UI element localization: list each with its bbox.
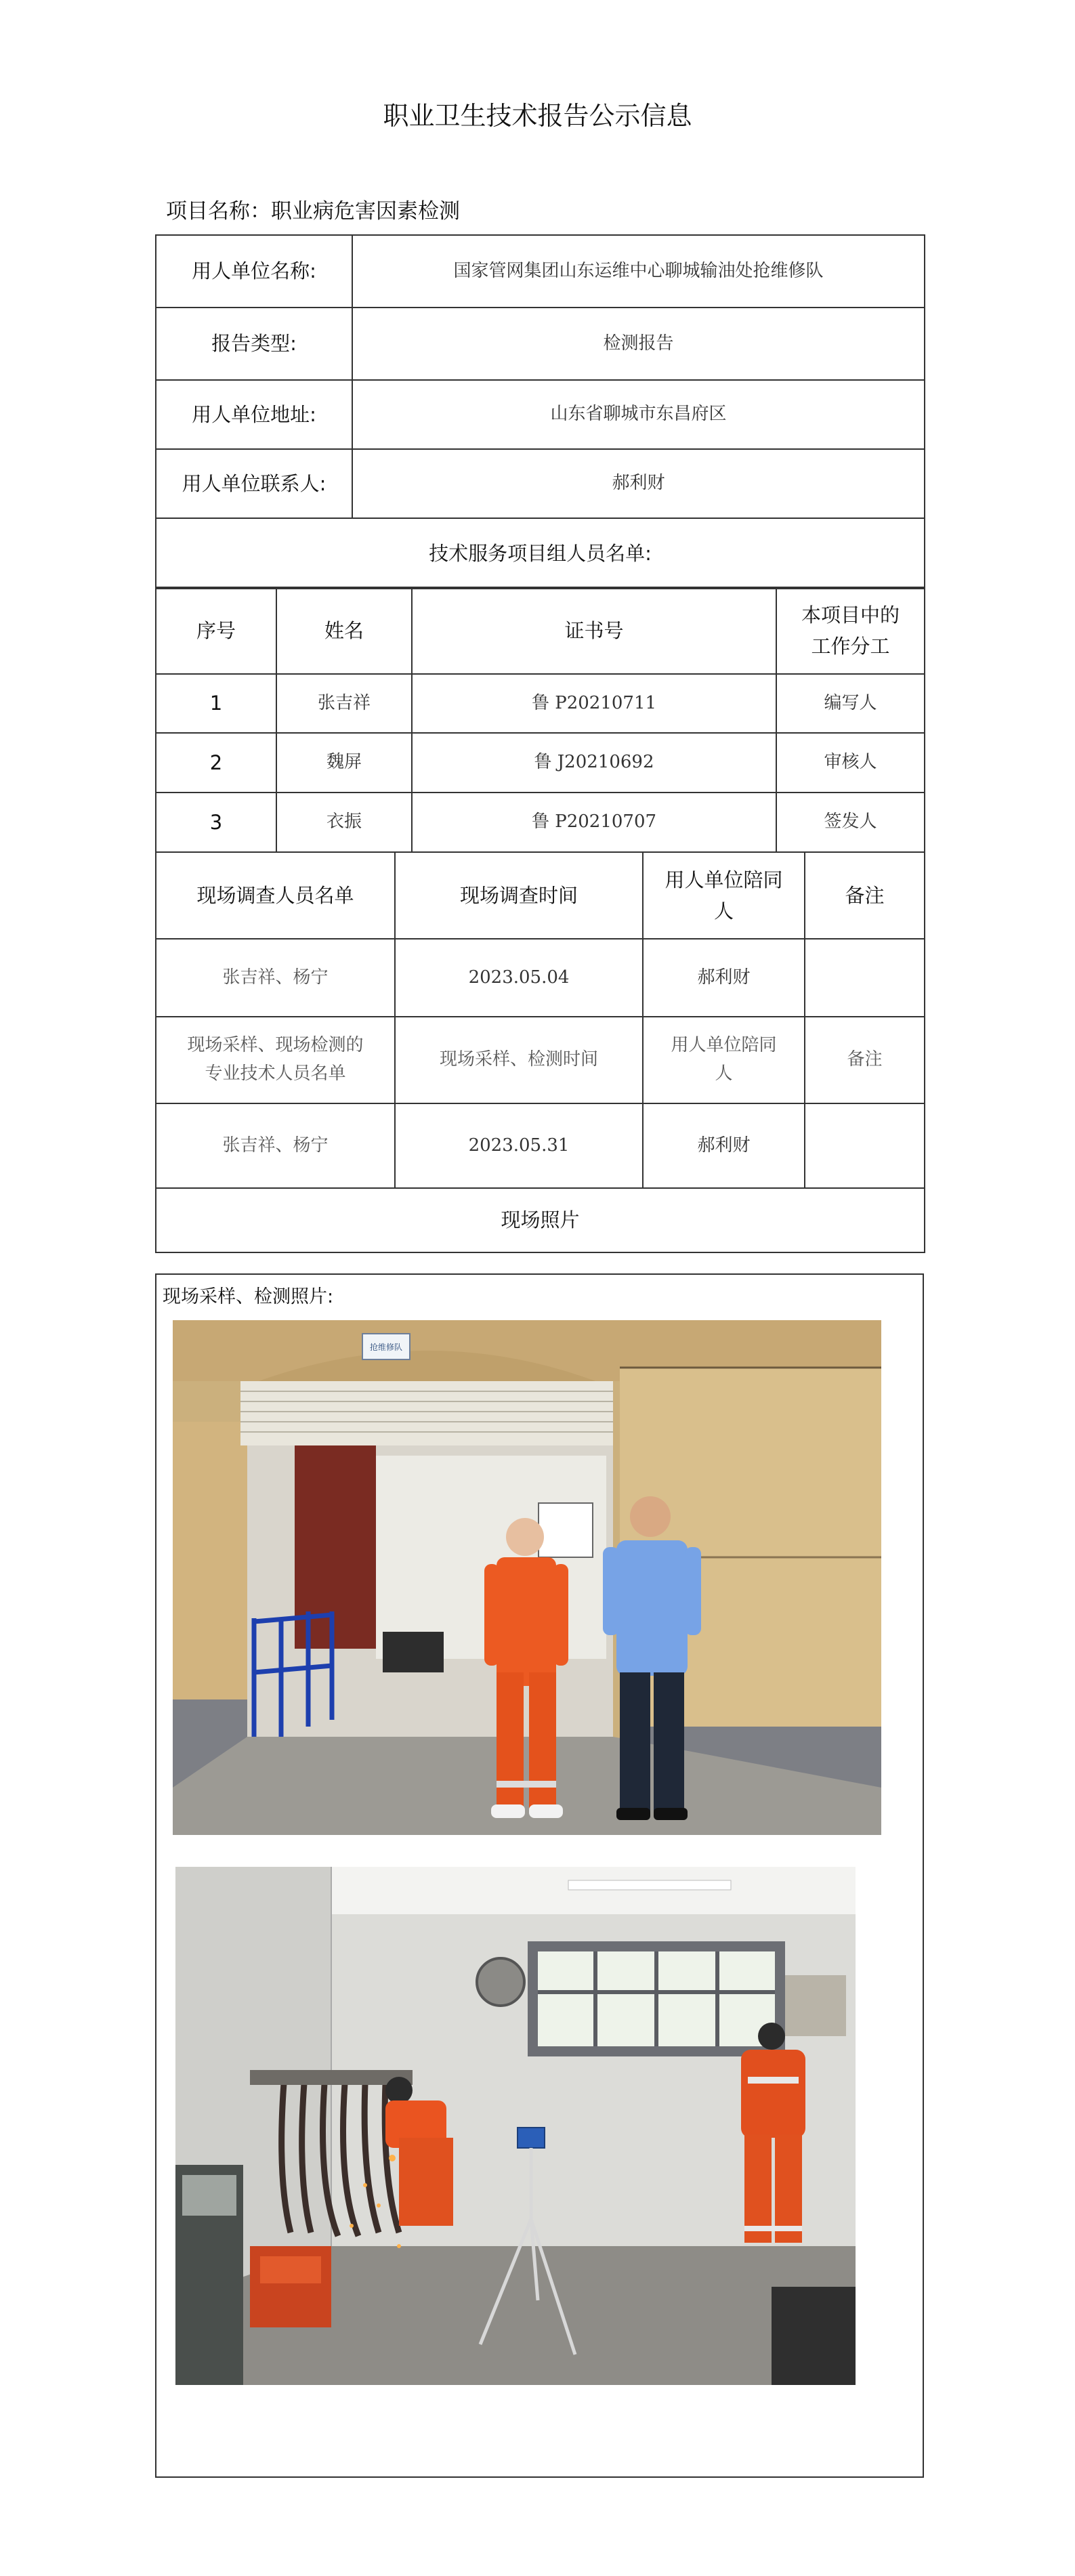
team-heading: 技术服务项目组人员名单:: [156, 518, 925, 589]
sampling-header-remark: 备注: [805, 1017, 925, 1103]
header-name: 姓名: [276, 587, 412, 674]
survey-header-companion-line2: 人: [713, 900, 734, 923]
survey-time: 2023.05.04: [395, 939, 643, 1017]
header-role: [776, 587, 925, 674]
row-3-no: 3: [156, 793, 276, 852]
survey-header-remark: 备注: [805, 852, 925, 939]
info-table: [155, 234, 925, 589]
sampling-header-staff-line1: 现场采样、现场检测的: [187, 1035, 364, 1056]
address-label: 用人单位地址:: [156, 380, 352, 449]
row-2-no: 2: [156, 733, 276, 793]
sampling-header-companion-line2: 人: [715, 1063, 733, 1084]
row-1-cert: 鲁 P20210711: [412, 674, 776, 733]
survey-header-staff: 现场调查人员名单: [156, 852, 395, 939]
sampling-header-companion-line1: 用人单位陪同: [671, 1035, 777, 1056]
sampling-staff: 张吉祥、杨宁: [156, 1103, 395, 1188]
header-role-line2: 工作分工: [811, 635, 890, 658]
sampling-header-staff-line2: 专业技术人员名单: [205, 1063, 346, 1084]
address-value: 山东省聊城市东昌府区: [352, 380, 925, 449]
row-1-name: 张吉祥: [276, 674, 412, 733]
survey-table: [155, 851, 925, 1253]
row-3-cert: 鲁 P20210707: [412, 793, 776, 852]
row-2-role: 审核人: [776, 733, 925, 793]
row-1-role: 编写人: [776, 674, 925, 733]
sampling-time: 2023.05.31: [395, 1103, 643, 1188]
site-photo-2: [175, 1867, 856, 2385]
contact-value: 郝利财: [352, 449, 925, 518]
row-3-name: 衣振: [276, 793, 412, 852]
survey-header-time: 现场调查时间: [395, 852, 643, 939]
employer-name-value: 国家管网集团山东运维中心聊城输油处抢维修队: [352, 235, 925, 308]
sampling-header-staff: [156, 1017, 395, 1103]
header-no: 序号: [156, 587, 276, 674]
report-type-value: 检测报告: [352, 308, 925, 380]
survey-companion: 郝利财: [643, 939, 805, 1017]
survey-header-companion-line1: 用人单位陪同: [665, 868, 783, 891]
sampling-companion: 郝利财: [643, 1103, 805, 1188]
site-photo-1: [173, 1320, 881, 1835]
garage-sign-text: 抢维修队: [369, 1343, 403, 1352]
row-1-no: 1: [156, 674, 276, 733]
header-role-line1: 本项目中的: [801, 603, 900, 627]
row-2-name: 魏屏: [276, 733, 412, 793]
photos-heading: 现场照片: [156, 1188, 925, 1252]
sampling-header-time: 现场采样、检测时间: [395, 1017, 643, 1103]
survey-staff: 张吉祥、杨宁: [156, 939, 395, 1017]
page-title: 职业卫生技术报告公示信息: [383, 101, 692, 131]
team-table: [155, 587, 925, 853]
employer-name-label: 用人单位名称:: [156, 235, 352, 308]
photo-section-label: 现场采样、检测照片:: [163, 1286, 334, 1307]
survey-header-companion: [643, 852, 805, 939]
sampling-remark: [805, 1103, 925, 1188]
survey-remark: [805, 939, 925, 1017]
row-3-role: 签发人: [776, 793, 925, 852]
report-type-label: 报告类型:: [156, 308, 352, 380]
sampling-header-companion: [643, 1017, 805, 1103]
project-name: 项目名称：职业病危害因素检测: [166, 199, 460, 224]
contact-label: 用人单位联系人:: [156, 449, 352, 518]
header-cert: 证书号: [412, 587, 776, 674]
row-2-cert: 鲁 J20210692: [412, 733, 776, 793]
